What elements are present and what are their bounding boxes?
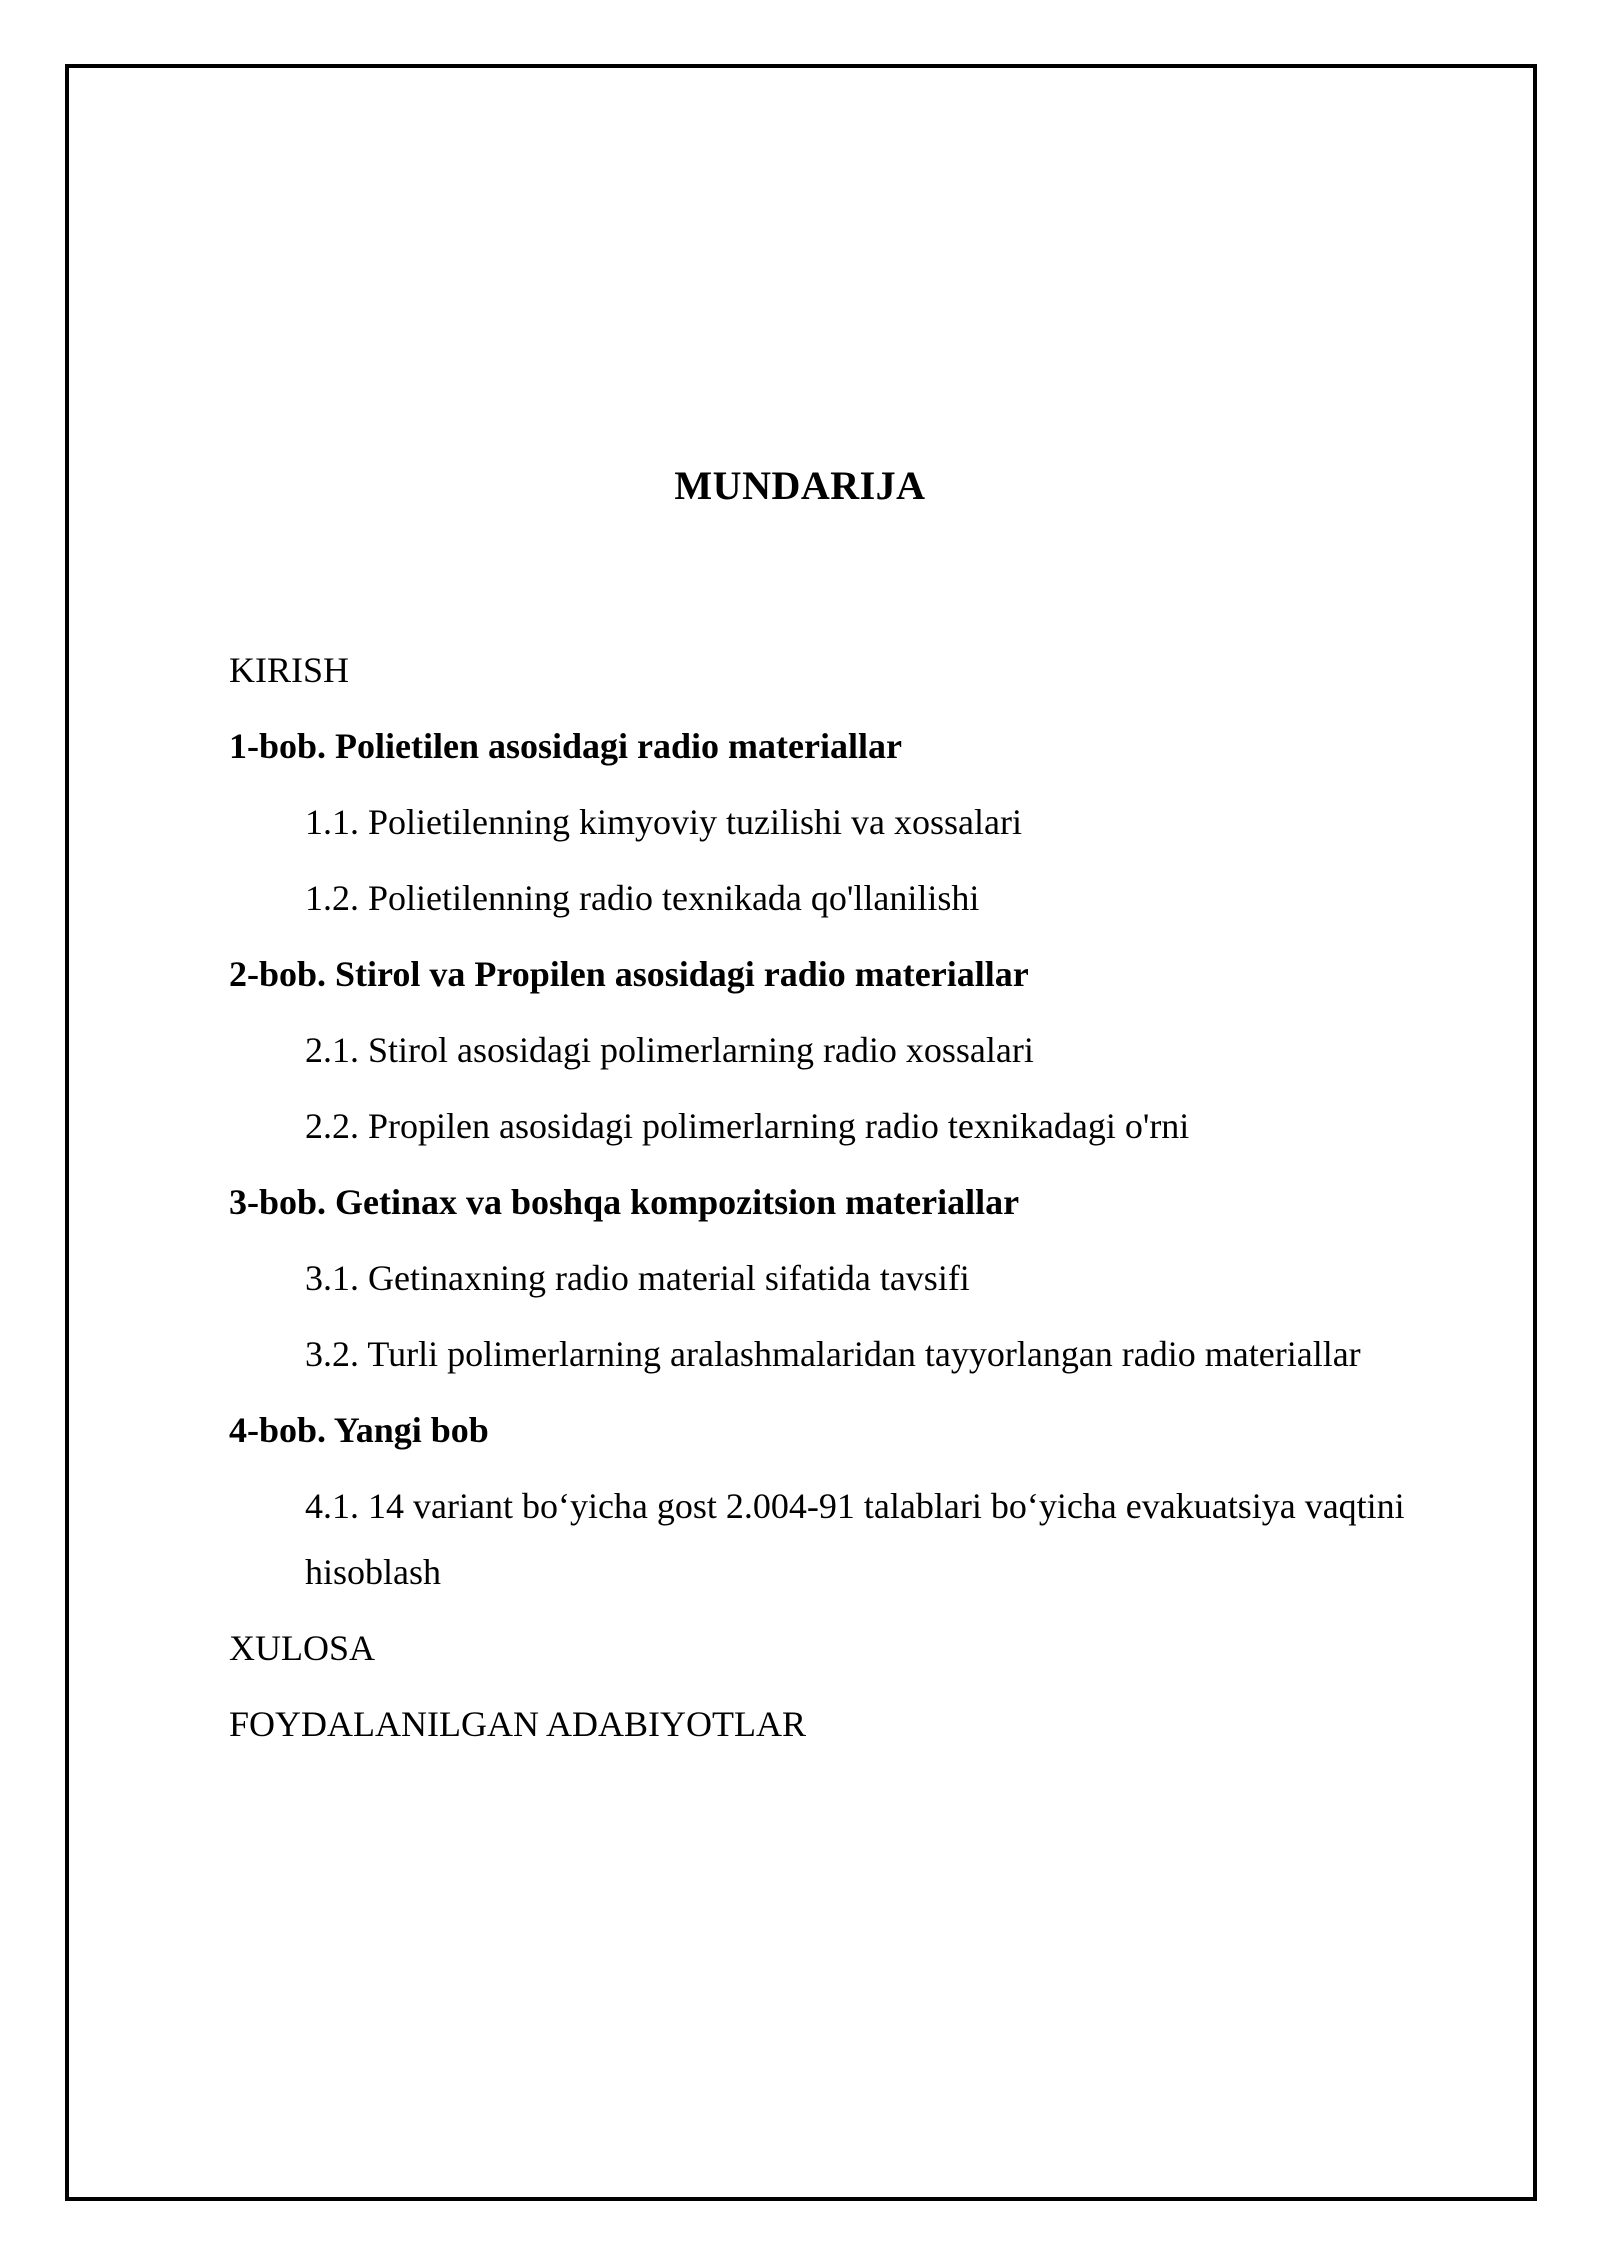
toc-section-2-2: 2.2. Propilen asosidagi polimerlarning radio texnikadagi o'rni	[305, 1106, 1190, 1146]
toc-entry-kirish: KIRISH	[229, 650, 350, 690]
toc-section-2-1: 2.1. Stirol asosidagi polimerlarning radio xossalari	[305, 1030, 1034, 1070]
toc-entry-adabiyotlar: FOYDALANILGAN ADABIYOTLAR	[229, 1704, 806, 1744]
toc-entry-xulosa: XULOSA	[229, 1628, 376, 1668]
toc-chapter-2: 2-bob. Stirol va Propilen asosidagi radio materiallar	[229, 954, 1029, 994]
toc-section-4-1: 4.1. 14 variant bo‘yicha gost 2.004-91 talablari bo‘yicha evakuatsiya vaqtini hisoblash	[305, 1486, 1405, 1592]
page-title: MUNDARIJA	[674, 463, 926, 508]
toc-chapter-1: 1-bob. Polietilen asosidagi radio materiallar	[229, 726, 902, 766]
toc-section-3-1: 3.1. Getinaxning radio material sifatida tavsifi	[305, 1258, 970, 1298]
toc-section-1-2: 1.2. Polietilenning radio texnikada qo'llanilishi	[305, 878, 980, 918]
toc-chapter-3: 3-bob. Getinax va boshqa kompozitsion materiallar	[229, 1182, 1020, 1222]
toc-section-3-2: 3.2. Turli polimerlarning aralashmalaridan tayyorlangan radio materiallar	[305, 1334, 1361, 1374]
toc-section-1-1: 1.1. Polietilenning kimyoviy tuzilishi va xossalari	[305, 802, 1022, 842]
table-of-contents	[229, 637, 1469, 1767]
toc-chapter-4: 4-bob. Yangi bob	[229, 1410, 489, 1450]
